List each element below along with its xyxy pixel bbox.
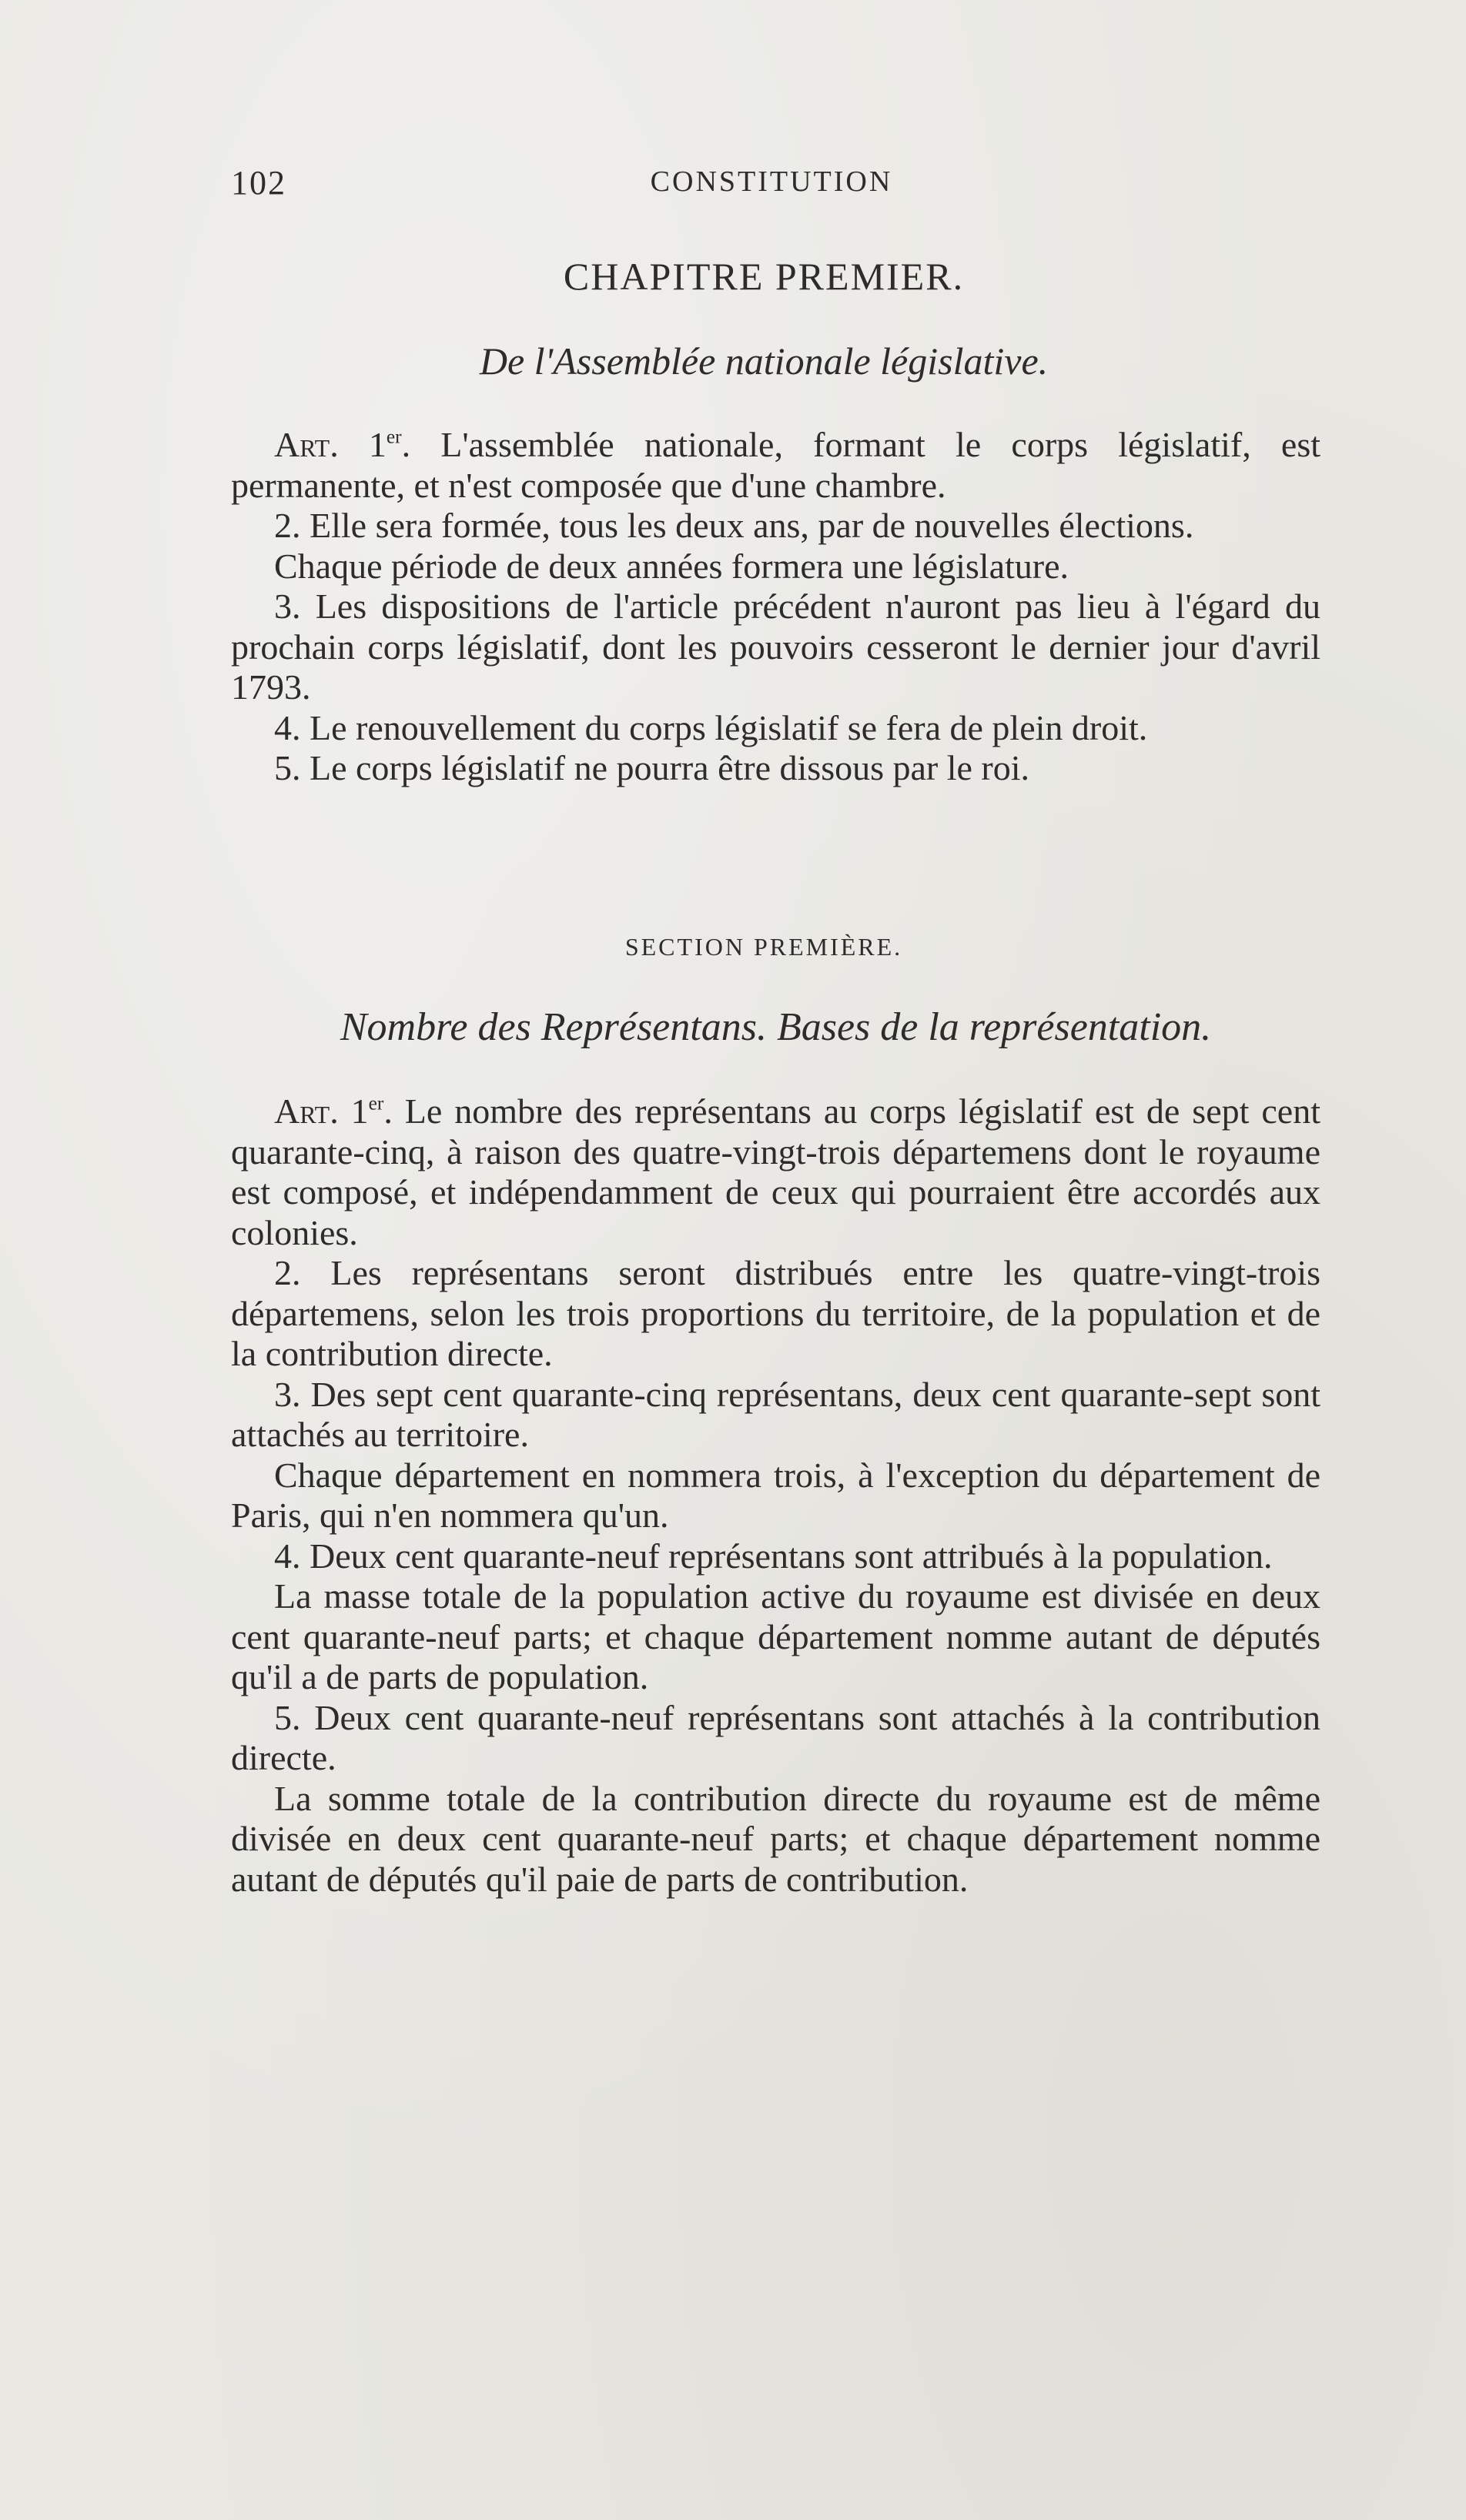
article-text: . Le nombre des représentans au corps législatif est de sept cent quarante-cinq, à raison des quatre-vingt-trois départemens dont le royaume est composé, et indépendamment de ceux qui pourraient être accordés aux colonies. (231, 1091, 1320, 1252)
chapter-subtitle: De l'Assemblée nationale législative. (479, 339, 1049, 383)
section-article (231, 1091, 1320, 1253)
section-title: SECTION PREMIÈRE. (624, 933, 903, 961)
section-subtitle: Nombre des Représentans. Bases de la représentation. (340, 1005, 1212, 1049)
section-article: Chaque département en nommera trois, à l'exception du département de Paris, qui n'en nommera qu'un. (231, 1455, 1320, 1535)
section-article: La somme totale de la contribution directe du royaume est de même divisée en deux cent quarante-neuf parts; et chaque département nomme autant de députés qu'il paie de parts de contribution. (231, 1778, 1320, 1899)
section-article: 4. Deux cent quarante-neuf représentans sont attribués à la population. (274, 1536, 1273, 1576)
article-text: . L'assemblée nationale, formant le corps législatif, est permanente, et n'est composée que d'une chambre. (231, 425, 1320, 505)
section-article: 3. Des sept cent quarante-cinq représentans, deux cent quarante-sept sont attachés au territoire. (231, 1374, 1320, 1454)
chapter-article (231, 425, 1320, 506)
chapter-articles (231, 425, 1320, 789)
section-article: La masse totale de la population active du royaume est divisée en deux cent quarante-neuf parts; et chaque département nomme autant de députés qu'il a de parts de population. (231, 1576, 1320, 1696)
article-label: Art. 1 (274, 1091, 369, 1131)
chapter-article: 2. Elle sera formée, tous les deux ans, par de nouvelles élections. (274, 506, 1194, 545)
page-number: 102 (231, 164, 286, 202)
chapter-article: 4. Le renouvellement du corps législatif se fera de plein droit. (274, 707, 1148, 747)
running-head: CONSTITUTION (650, 165, 893, 198)
article-label-sup: er (386, 426, 402, 448)
section-articles (231, 1091, 1320, 1900)
section-article: 2. Les représentans seront distribués entre les quatre-vingt-trois départemens, selon les trois proportions du territoire, de la population et de la contribution directe. (231, 1253, 1320, 1373)
chapter-article: 3. Les dispositions de l'article précédent n'auront pas lieu à l'égard du prochain corps législatif, dont les pouvoirs cesseront le dernier jour d'avril 1793. (231, 587, 1320, 707)
chapter-article: Chaque période de deux années formera une législature. (274, 546, 1069, 586)
section-article: 5. Deux cent quarante-neuf représentans sont attachés à la contribution directe. (231, 1697, 1320, 1777)
chapter-article: 5. Le corps législatif ne pourra être dissous par le roi. (274, 748, 1030, 787)
article-label-sup: er (368, 1092, 384, 1115)
article-label: Art. 1 (274, 425, 387, 464)
chapter-title: CHAPITRE PREMIER. (563, 255, 965, 298)
